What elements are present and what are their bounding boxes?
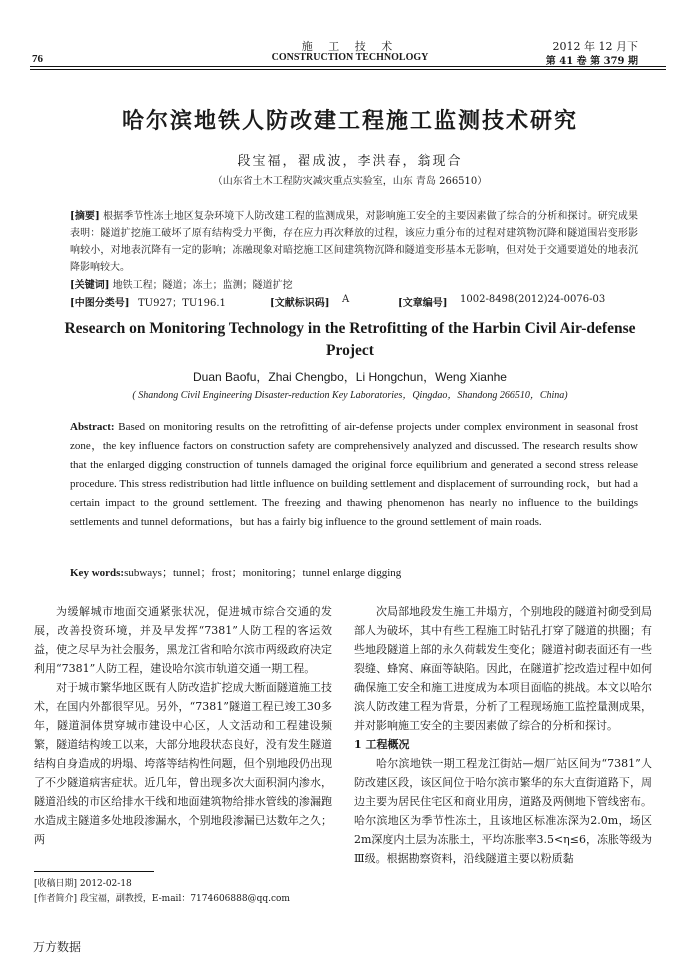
body-column-left xyxy=(34,602,332,849)
page-number: 76 xyxy=(32,53,43,65)
keywords-cn xyxy=(70,276,638,291)
keywords-cn-text: 地铁工程；隧道；冻土；监测；隧道扩挖 xyxy=(112,280,293,291)
paper-title-cn: 哈尔滨地铁人防改建工程施工监测技术研究 xyxy=(121,108,578,134)
footnote-rule xyxy=(34,871,154,872)
keywords-en-label: Key words: xyxy=(70,567,125,579)
affiliation-cn: （山东省土木工程防灾减灾重点实验室，山东 青岛 266510） xyxy=(212,176,488,187)
abstract-cn xyxy=(70,208,638,276)
body-column-right xyxy=(354,602,652,868)
authors-cn: 段宝福，翟成波，李洪春，翁现合 xyxy=(237,154,463,169)
watermark: 万方数据 xyxy=(33,940,82,954)
body-paragraph: 哈尔滨地铁一期工程龙江街站—烟厂站区间为“7381”人防改建区段，该区间位于哈尔滨市繁华的东大直街道路下，周边主要为居民住宅区和商业用房，道路及两侧地下管线密布。哈尔滨地区为季节性冻土，且该地区标准冻深为2.0m，场区2m深度内土层为冻胀土，平均冻胀率3.5<η≤6，冻胀等级为Ⅲ级。根据勘察资料，沿线隧道主要以粉质黏 xyxy=(354,757,652,865)
paper-title-en: Research on Monitoring Technology in the Retrofitting of the Harbin Civil Air-defense Project xyxy=(64,320,636,359)
doc-code-label: [文献标识码] xyxy=(270,298,330,309)
body-paragraph: 为缓解城市地面交通紧张状况，促进城市综合交通的发展，改善投资环境，并及早发挥“7381”人防工程的客运效益，使之尽早为社会服务，黑龙江省和哈尔滨市两级政府决定利用“7381”人防工程，建设哈尔滨市轨道交通一期工程。 xyxy=(34,605,332,675)
keywords-en-text: subways；tunnel；frost；monitoring；tunnel enlarge digging xyxy=(124,567,402,579)
abstract-en-text: Based on monitoring results on the retrofitting of air-defense projects under complex environment in seasonal frost zone，the key influence factors on construction safety are comprehensively analyzed and discussed. The research results show that the enlarged digging construction of tunnels damaged the original force equilibrium and generated a second stress release procedure. This stress redistribution had little influence on building settlement and displacement of surrounding rock，but had a certain impact to the ground settlement. The freezing and thawing phenomenon has nearly no influence to the buildings settlements and tunnel deformations，but has a fairly big influence to the ground settlement of main roads. xyxy=(70,421,638,528)
header-rule-thick xyxy=(30,66,666,67)
abstract-cn-text: 根据季节性冻土地区复杂环境下人防改建工程的监测成果，对影响施工安全的主要因素做了综合的分析和探讨。研究成果表明：隧道扩挖施工破坏了原有结构受力平衡，存在应力再次释放的过程，该应力重分布的过程对建筑物沉降和隧道围岩变形影响较小，对地表沉降有一定的影响；冻融现象对暗挖施工区间建筑物沉降和隧道变形基本无影响，但对处于交通要道处的地表沉降影响较大。 xyxy=(70,211,638,273)
body-paragraph: 对于城市繁华地区既有人防改造扩挖成大断面隧道施工技术，在国内外都很罕见。另外，“7381”隧道工程已竣工30多年，隧道洞体贯穿城市建设中心区，人文活动和工程建设频繁，隧道结构竣工以来，大部分地段状态良好，没有发生隧道结构自身造成的坍塌、垮落等结构性问题，但个别地段仍出现了不少隧道病害症状。近几年，曾出现多次大面积洞内渗水，隧道沿线的市区给排水干线和地面建筑物给排水管线的渗漏跑水造成主隧道多处地段渗漏水，个别地段渗漏已达数年之久；两 xyxy=(34,681,332,846)
section-heading: 1 工程概况 xyxy=(354,738,410,751)
journal-name-cn: 施 工 技 术 xyxy=(301,40,399,53)
abstract-cn-label: [摘要] xyxy=(70,211,100,222)
footnote-received: [收稿日期] 2012-02-18 xyxy=(34,879,132,889)
journal-name-en: CONSTRUCTION TECHNOLOGY xyxy=(271,52,429,63)
abstract-en-label: Abstract: xyxy=(70,421,115,433)
article-no-label: [文章编号] xyxy=(398,298,448,309)
body-paragraph: 次局部地段发生施工井塌方，个别地段的隧道衬砌受到局部人为破坏，其中有些工程施工时钻孔打穿了隧道的拱圈；有些地段隧道上部的永久荷载发生变化；隧道衬砌表面还有一些裂缝、蜂窝、麻面等缺陷。因此，在隧道扩挖改造过程中如何确保施工安全和施工进度成为本项目面临的挑战。本文以哈尔滨人防改建工程为背景，分析了工程现场施工监控量测成果，并对影响施工安全的主要因素做了综合的分析和探讨。 xyxy=(354,605,652,732)
affiliation-en: ( Shandong Civil Engineering Disaster-reduction Key Laboratories，Qingdao，Shandong 266510，China) xyxy=(132,390,568,401)
doc-code-value: A xyxy=(342,294,350,305)
keywords-en xyxy=(70,564,638,580)
keywords-cn-label: [关键词] xyxy=(70,280,110,291)
clc-value: TU927；TU196.1 xyxy=(138,298,226,309)
header-rule-thin xyxy=(30,69,666,70)
article-no-value: 1002-8498(2012)24-0076-03 xyxy=(460,294,606,305)
clc-label: [中图分类号] xyxy=(70,298,130,309)
issue-date: 2012 年 12 月下 xyxy=(552,40,638,53)
abstract-en xyxy=(70,418,638,532)
footnote-author: [作者简介] 段宝福，副教授，E-mail：7174606888@qq.com xyxy=(34,894,290,904)
authors-en: Duan Baofu，Zhai Chengbo，Li Hongchun，Weng Xianhe xyxy=(193,370,507,384)
volume-issue: 第 41 卷 第 379 期 xyxy=(545,56,638,67)
